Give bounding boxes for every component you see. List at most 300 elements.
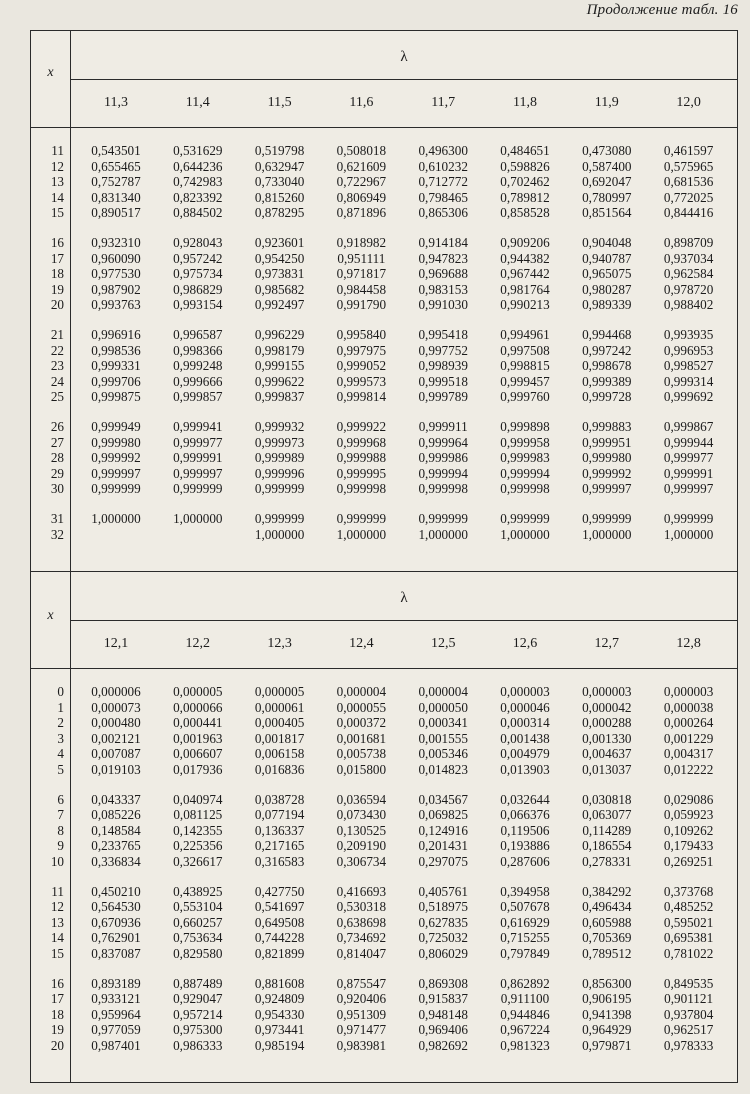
- lambda-header: λ: [400, 49, 408, 65]
- table-row: [31, 899, 737, 915]
- probability-cell: 0,017936: [173, 761, 223, 777]
- probability-cell: 0,999995: [336, 465, 387, 481]
- probability-cell: 0,918982: [336, 235, 387, 250]
- probability-cell: 0,806029: [418, 945, 468, 961]
- probability-cell: 0,201431: [418, 838, 468, 854]
- x-value: 2: [57, 715, 64, 731]
- probability-cell: 0,914184: [418, 235, 468, 250]
- table-row: [31, 235, 737, 251]
- probability-cell: 0,001330: [582, 730, 632, 746]
- table-row: [31, 700, 737, 716]
- lambda-value-header: 12,4: [349, 636, 374, 651]
- probability-cell: 0,999706: [91, 373, 141, 389]
- probability-cell: 0,148584: [91, 822, 141, 838]
- table-row: [31, 374, 737, 390]
- probability-cell: 0,014823: [418, 761, 468, 777]
- x-value: 11: [51, 143, 64, 158]
- probability-cell: 0,871896: [336, 205, 387, 221]
- probability-cell: 0,999977: [173, 434, 223, 450]
- probability-cell: 0,605988: [582, 914, 632, 930]
- x-value: 10: [50, 853, 64, 869]
- probability-cell: 0,932310: [91, 235, 141, 250]
- lambda-value-header: 12,6: [512, 636, 538, 651]
- probability-cell: 0,999944: [663, 434, 714, 450]
- probability-cell: 0,983981: [336, 1037, 387, 1053]
- probability-cell: 0,002121: [91, 730, 141, 746]
- probability-cell: 0,000441: [173, 715, 223, 731]
- probability-cell: 0,999988: [336, 450, 387, 466]
- probability-cell: 0,069825: [418, 807, 468, 823]
- probability-cell: 0,948148: [418, 1006, 468, 1022]
- probability-cell: 0,438925: [173, 883, 223, 899]
- probability-cell: 0,005738: [336, 746, 387, 762]
- probability-cell: 0,999994: [418, 465, 468, 481]
- probability-cell: 0,898709: [663, 235, 714, 250]
- probability-cell: 0,373768: [663, 883, 714, 899]
- probability-cell: 0,660257: [173, 914, 223, 930]
- probability-cell: 0,964929: [582, 1022, 632, 1038]
- probability-cell: 0,999155: [254, 358, 305, 374]
- probability-cell: 0,831340: [91, 189, 141, 205]
- probability-cell: 0,973831: [254, 266, 305, 282]
- x-value: 23: [50, 358, 64, 374]
- x-value: 18: [50, 1006, 64, 1022]
- probability-cell: 0,967442: [500, 266, 550, 282]
- probability-cell: 0,999999: [336, 511, 387, 526]
- table-row: [31, 527, 737, 543]
- probability-cell: 0,752787: [91, 174, 141, 190]
- probability-cell: 0,993935: [663, 327, 714, 342]
- table-row: [31, 1007, 737, 1023]
- probability-cell: 0,681536: [663, 174, 714, 190]
- x-value: 7: [57, 807, 64, 823]
- probability-cell: 0,036594: [336, 791, 387, 807]
- probability-cell: 0,999977: [663, 450, 714, 466]
- lambda-value-header: 12,1: [103, 636, 129, 651]
- x-value: 28: [50, 450, 64, 466]
- table-row: [31, 282, 737, 298]
- probability-cell: 0,753634: [173, 930, 223, 946]
- table-row: [31, 715, 737, 731]
- probability-cell: 0,858528: [500, 205, 550, 221]
- table-row: [31, 143, 737, 159]
- probability-cell: 0,000372: [336, 715, 387, 731]
- probability-cell: 0,999997: [582, 481, 632, 497]
- probability-cell: 0,999997: [173, 465, 223, 481]
- probability-cell: 0,975300: [173, 1022, 223, 1038]
- probability-cell: 0,954330: [254, 1006, 305, 1022]
- table-row: [31, 762, 737, 778]
- x-value: 22: [50, 342, 64, 358]
- probability-cell: 0,789812: [500, 189, 550, 205]
- probability-cell: 0,692047: [582, 174, 632, 190]
- probability-cell: 0,119506: [500, 822, 550, 838]
- probability-cell: 0,999857: [173, 389, 223, 405]
- table-row: [31, 854, 737, 870]
- table-row: [31, 358, 737, 374]
- probability-cell: 0,999898: [500, 419, 550, 434]
- probability-cell: 0,995840: [336, 327, 387, 342]
- probability-cell: 0,000005: [173, 684, 223, 699]
- table-row: [31, 435, 737, 451]
- probability-cell: 0,507678: [500, 899, 550, 915]
- probability-cell: 0,000003: [582, 684, 632, 699]
- probability-cell: 0,975734: [173, 266, 223, 282]
- probability-cell: 0,130525: [336, 822, 387, 838]
- probability-cell: 0,957242: [173, 250, 223, 266]
- probability-cell: 0,999996: [254, 465, 305, 481]
- probability-cell: 0,837087: [91, 945, 141, 961]
- probability-cell: 0,000006: [91, 684, 141, 699]
- table-row: [31, 251, 737, 267]
- probability-cell: 0,702462: [500, 174, 550, 190]
- probability-cell: 0,823392: [173, 189, 223, 205]
- x-value: 14: [50, 930, 64, 946]
- table-row: [31, 807, 737, 823]
- table-row: [31, 450, 737, 466]
- probability-cell: 0,004637: [582, 746, 632, 762]
- probability-cell: 0,999949: [91, 419, 141, 434]
- row-group: [31, 684, 737, 778]
- probability-cell: 0,986829: [173, 281, 223, 297]
- probability-cell: 0,999314: [663, 373, 714, 389]
- x-value: 6: [57, 791, 64, 807]
- probability-cell: 0,655465: [91, 158, 141, 174]
- probability-cell: 0,999760: [500, 389, 550, 405]
- probability-cell: 0,999997: [663, 481, 714, 497]
- probability-cell: 0,034567: [418, 791, 468, 807]
- probability-cell: 0,000480: [91, 715, 141, 731]
- x-value: 15: [50, 945, 64, 961]
- probability-cell: 0,996229: [254, 327, 305, 342]
- probability-cell: 0,978720: [663, 281, 714, 297]
- probability-cell: 0,997242: [582, 342, 632, 358]
- lambda-value-header: 11,4: [185, 95, 210, 110]
- probability-cell: 0,632947: [254, 158, 305, 174]
- x-value: 4: [57, 746, 64, 762]
- probability-cell: 0,999992: [582, 465, 632, 481]
- probability-cell: 0,006158: [254, 746, 305, 762]
- x-value: 20: [50, 297, 64, 313]
- lambda-value-header: 12,5: [430, 636, 456, 651]
- probability-cell: 0,999964: [418, 434, 468, 450]
- probability-cell: 0,999999: [418, 511, 468, 526]
- probability-cell: 0,999983: [500, 450, 550, 466]
- probability-cell: 0,969406: [418, 1022, 468, 1038]
- probability-cell: 0,944382: [500, 250, 550, 266]
- probability-cell: 0,977059: [91, 1022, 141, 1038]
- probability-cell: 0,998939: [418, 358, 468, 374]
- probability-cell: 0,797849: [500, 945, 550, 961]
- probability-cell: 0,999998: [500, 481, 550, 497]
- x-value: 11: [51, 883, 64, 899]
- probability-cell: 0,326617: [173, 853, 223, 869]
- probability-cell: 0,000061: [254, 699, 305, 715]
- probability-cell: 0,940787: [582, 250, 632, 266]
- probability-cell: 0,179433: [663, 838, 714, 854]
- probability-cell: 0,725032: [418, 930, 468, 946]
- probability-cell: 0,997752: [418, 342, 468, 358]
- probability-cell: 0,856300: [582, 975, 632, 991]
- table-row: [31, 823, 737, 839]
- probability-cell: 0,881608: [254, 975, 305, 991]
- probability-cell: 0,933121: [91, 991, 141, 1007]
- x-header: x: [47, 65, 54, 80]
- probability-cell: 0,999922: [336, 419, 387, 434]
- probability-cell: 0,610232: [418, 158, 468, 174]
- probability-cell: 0,928043: [173, 235, 223, 250]
- probability-cell: 0,893189: [91, 975, 141, 991]
- probability-cell: 0,001438: [500, 730, 550, 746]
- probability-cell: 0,999911: [418, 419, 468, 434]
- probability-cell: 0,007087: [91, 746, 141, 762]
- probability-cell: 0,032644: [500, 791, 550, 807]
- probability-cell: 0,985682: [254, 281, 305, 297]
- probability-cell: 0,405761: [418, 883, 468, 899]
- header-divider: [31, 668, 737, 669]
- probability-cell: 0,814047: [336, 945, 387, 961]
- probability-cell: 0,998366: [173, 342, 223, 358]
- probability-cell: 0,734692: [336, 930, 387, 946]
- probability-cell: 0,995418: [418, 327, 468, 342]
- lambda-divider: [71, 79, 737, 80]
- probability-cell: 0,124916: [418, 822, 468, 838]
- probability-cell: 0,959964: [91, 1006, 141, 1022]
- probability-cell: 0,531629: [173, 143, 223, 158]
- probability-cell: 0,999997: [91, 465, 141, 481]
- table-row: [31, 327, 737, 343]
- probability-cell: 0,999999: [91, 481, 141, 497]
- probability-cell: 0,006607: [173, 746, 223, 762]
- x-value: 13: [50, 914, 64, 930]
- x-value: 14: [50, 189, 64, 205]
- probability-cell: 0,066376: [500, 807, 550, 823]
- probability-cell: 0,999980: [91, 434, 141, 450]
- probability-cell: 0,012222: [663, 761, 714, 777]
- x-value: 25: [50, 389, 64, 405]
- probability-cell: 0,991790: [336, 297, 387, 313]
- row-group: [31, 143, 737, 221]
- x-value: 19: [50, 281, 64, 297]
- probability-cell: 0,844416: [663, 205, 714, 221]
- table-row: [31, 466, 737, 482]
- probability-cell: 0,336834: [91, 853, 141, 869]
- lambda-value-header: 12,7: [594, 636, 620, 651]
- lambda-value-header: 11,5: [267, 95, 292, 110]
- probability-cell: 0,394958: [500, 883, 550, 899]
- probability-cell: 0,992497: [254, 297, 305, 313]
- probability-cell: 0,980287: [582, 281, 632, 297]
- table-row: [31, 343, 737, 359]
- probability-cell: 0,875547: [336, 975, 387, 991]
- probability-cell: 0,109262: [663, 822, 714, 838]
- probability-cell: 0,001555: [418, 730, 468, 746]
- probability-cell: 0,999999: [173, 481, 223, 497]
- x-value: 15: [50, 205, 64, 221]
- probability-cell: 0,920406: [336, 991, 387, 1007]
- probability-cell: 0,530318: [336, 899, 387, 915]
- probability-cell: 0,998815: [500, 358, 550, 374]
- row-group: [31, 235, 737, 313]
- probability-cell: 0,985194: [254, 1037, 305, 1053]
- probability-cell: 0,450210: [91, 883, 141, 899]
- probability-cell: 0,005346: [418, 746, 468, 762]
- probability-cell: 0,543501: [91, 143, 141, 158]
- probability-cell: 0,947823: [418, 250, 468, 266]
- probability-cell: 0,906195: [582, 991, 632, 1007]
- probability-cell: 0,960090: [91, 250, 141, 266]
- probability-cell: 1,000000: [173, 511, 223, 526]
- probability-cell: 0,999692: [663, 389, 714, 405]
- probability-cell: 0,209190: [336, 838, 387, 854]
- probability-cell: 0,416693: [336, 883, 387, 899]
- row-group: [31, 884, 737, 962]
- probability-cell: 1,000000: [663, 526, 714, 542]
- probability-cell: 0,806949: [336, 189, 387, 205]
- probability-cell: 0,862892: [500, 975, 550, 991]
- probability-cell: 0,564530: [91, 899, 141, 915]
- lambda-value-header: 12,0: [676, 95, 701, 110]
- poisson-table: [30, 30, 738, 1083]
- probability-cell: 0,744228: [254, 930, 305, 946]
- probability-cell: 0,999248: [173, 358, 223, 374]
- x-value: 21: [50, 327, 64, 342]
- probability-cell: 0,762901: [91, 930, 141, 946]
- table-row: [31, 1038, 737, 1054]
- probability-cell: 0,996587: [173, 327, 223, 342]
- probability-cell: 0,999991: [663, 465, 714, 481]
- table-row: [31, 884, 737, 900]
- probability-cell: 0,977530: [91, 266, 141, 282]
- x-value: 18: [50, 266, 64, 282]
- probability-cell: 0,013903: [500, 761, 550, 777]
- probability-cell: 0,019103: [91, 761, 141, 777]
- probability-cell: 0,971477: [336, 1022, 387, 1038]
- probability-cell: 0,217165: [254, 838, 305, 854]
- probability-cell: 0,999973: [254, 434, 305, 450]
- table-row: [31, 991, 737, 1007]
- probability-cell: 0,973441: [254, 1022, 305, 1038]
- probability-cell: 1,000000: [582, 526, 632, 542]
- lambda-value-header: 12,3: [267, 636, 292, 651]
- probability-cell: 0,999941: [173, 419, 223, 434]
- probability-cell: 0,000264: [663, 715, 714, 731]
- x-value: 19: [50, 1022, 64, 1038]
- probability-cell: 0,461597: [663, 143, 714, 158]
- probability-cell: 0,999999: [663, 511, 714, 526]
- row-group: [31, 327, 737, 405]
- x-value: 24: [50, 373, 64, 389]
- probability-cell: 0,999994: [500, 465, 550, 481]
- probability-cell: 0,722967: [336, 174, 387, 190]
- probability-cell: 0,887489: [173, 975, 223, 991]
- probability-cell: 0,142355: [173, 822, 223, 838]
- probability-cell: 0,013037: [582, 761, 632, 777]
- probability-cell: 0,384292: [582, 883, 632, 899]
- probability-cell: 0,000005: [254, 684, 305, 699]
- probability-cell: 0,865306: [418, 205, 468, 221]
- probability-cell: 0,000042: [582, 699, 632, 715]
- probability-cell: 0,427750: [254, 883, 305, 899]
- probability-cell: 0,999837: [254, 389, 305, 405]
- x-value: 20: [50, 1037, 64, 1053]
- table-row: [31, 389, 737, 405]
- probability-cell: 0,016836: [254, 761, 305, 777]
- table-row: [31, 746, 737, 762]
- probability-cell: 0,878295: [254, 205, 305, 221]
- probability-cell: 0,000055: [336, 699, 387, 715]
- probability-cell: 0,496434: [582, 899, 632, 915]
- table-row: [31, 205, 737, 221]
- probability-cell: 0,981764: [500, 281, 550, 297]
- probability-cell: 0,951111: [337, 250, 386, 266]
- probability-cell: 0,986333: [173, 1037, 223, 1053]
- table-row: [31, 930, 737, 946]
- probability-cell: 0,073430: [336, 807, 387, 823]
- probability-cell: 0,015800: [336, 761, 387, 777]
- probability-cell: 0,136337: [254, 822, 305, 838]
- table-row: [31, 190, 737, 206]
- lambda-value-header: 12,8: [676, 636, 701, 651]
- x-value: 16: [50, 975, 64, 991]
- x-value: 31: [50, 511, 64, 526]
- probability-cell: 0,890517: [91, 205, 141, 221]
- probability-cell: 0,999951: [582, 434, 632, 450]
- probability-cell: 0,000004: [336, 684, 387, 699]
- x-value: 32: [50, 526, 64, 542]
- probability-cell: 0,982692: [418, 1037, 468, 1053]
- probability-cell: 0,999999: [254, 481, 305, 497]
- probability-cell: 0,999999: [254, 511, 305, 526]
- probability-cell: 0,000003: [500, 684, 550, 699]
- probability-cell: 0,225356: [173, 838, 223, 854]
- probability-cell: 0,186554: [582, 838, 632, 854]
- table-row: [31, 946, 737, 962]
- probability-cell: 0,999814: [336, 389, 387, 405]
- probability-cell: 0,996916: [91, 327, 141, 342]
- probability-cell: 0,780997: [582, 189, 632, 205]
- probability-cell: 0,644236: [173, 158, 223, 174]
- probability-cell: 0,000073: [91, 699, 141, 715]
- probability-cell: 0,001681: [336, 730, 387, 746]
- probability-cell: 0,670936: [91, 914, 141, 930]
- row-group: [31, 511, 737, 542]
- probability-cell: 0,789512: [582, 945, 632, 961]
- probability-cell: 0,043337: [91, 791, 141, 807]
- probability-cell: 0,999986: [418, 450, 468, 466]
- probability-cell: 0,000004: [418, 684, 468, 699]
- probability-cell: 0,821899: [254, 945, 305, 961]
- probability-cell: 0,000314: [500, 715, 550, 731]
- x-value: 0: [57, 684, 64, 699]
- probability-cell: 0,999389: [582, 373, 632, 389]
- probability-cell: 0,924809: [254, 991, 305, 1007]
- probability-cell: 0,997508: [500, 342, 550, 358]
- probability-cell: 0,077194: [254, 807, 305, 823]
- probability-cell: 0,772025: [663, 189, 714, 205]
- probability-cell: 0,998536: [91, 342, 141, 358]
- x-value: 9: [57, 838, 64, 854]
- probability-cell: 0,999457: [500, 373, 550, 389]
- probability-cell: 0,484651: [500, 143, 550, 158]
- table-row: [31, 297, 737, 313]
- probability-cell: 0,038728: [254, 791, 305, 807]
- probability-cell: 0,649508: [254, 914, 305, 930]
- probability-cell: 0,999666: [173, 373, 223, 389]
- probability-cell: 0,081125: [173, 807, 223, 823]
- probability-cell: 0,000405: [254, 715, 305, 731]
- lambda-value-header: 11,9: [594, 95, 619, 110]
